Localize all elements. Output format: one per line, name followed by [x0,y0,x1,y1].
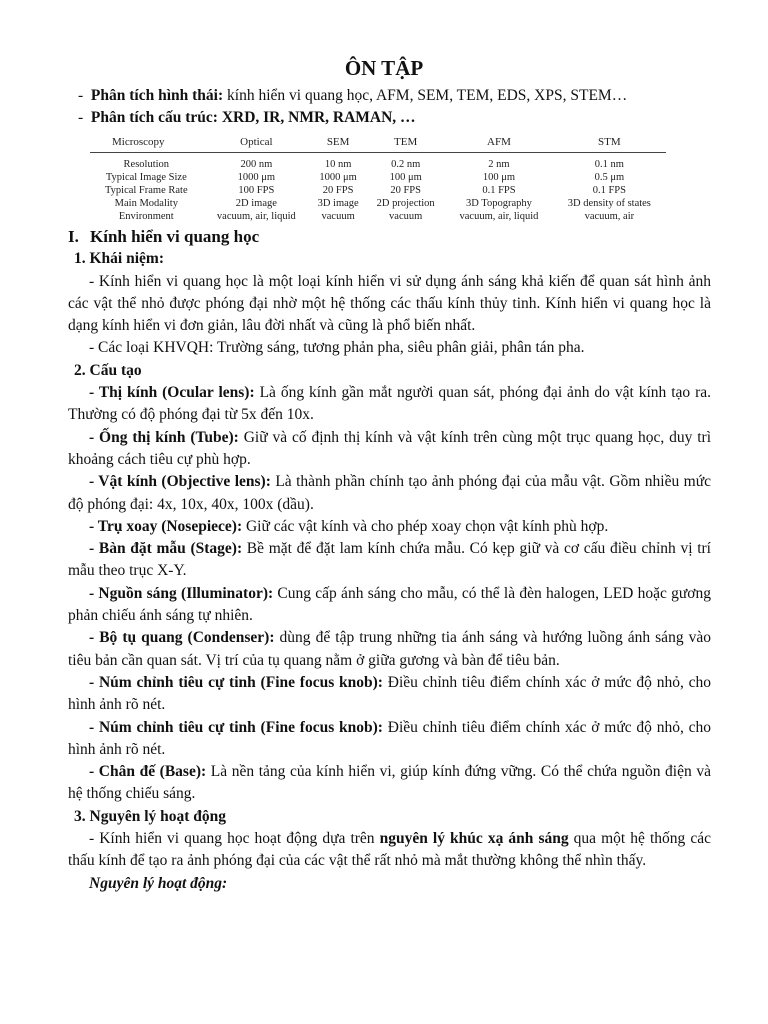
table-cell: vacuum, air, liquid [459,211,539,222]
part-text: Bề mặt để đặt lam kính chứa mẫu. Có kẹp giữ và cơ cấu điều chỉnh vị trí mẫu theo trục X-Y. [68,540,711,580]
part-text: Cung cấp ánh sáng cho mẫu, có thể là đèn halogen, LED hoặc gương phản chiếu ánh sáng tự nhiên. [68,584,711,625]
part-label: - Bộ tụ quang (Condenser): [89,629,275,647]
section-heading [68,226,711,248]
table-cell: 2D projection [376,198,435,209]
table-header-cell: AFM [445,134,553,153]
part-item [68,382,711,427]
table-row [90,171,666,184]
table-row [90,184,666,197]
part-label: - Chân đế (Base): [89,763,207,781]
table-cell: 0.2 nm [391,159,421,170]
bullet-text: XRD, IR, NMR, RAMAN, … [217,109,416,126]
bullet-label: Phân tích cấu trúc: [90,109,218,126]
table-cell: 1000 μm [319,172,357,183]
document-body [68,226,711,895]
bullet-dash: - [78,109,84,126]
table-cell: 20 FPS [390,185,421,196]
table-row [90,197,666,210]
table-cell: 100 μm [389,172,422,183]
part-item [68,717,711,762]
table-header-cell: Optical [203,134,311,153]
table-row [90,210,666,223]
part-text: Giữ và cố định thị kính và vật kính trên cùng một trục quang học, duy trì khoảng cách tiêu cự phù hợp. [68,428,712,468]
table-cell: 20 FPS [322,185,354,196]
table-cell: 10 nm [324,159,352,170]
part-label: - Trụ xoay (Nosepiece): [89,517,243,535]
subsection-heading-principle: 3. Nguyên lý hoạt động [74,807,227,825]
table-cell: Main Modality [114,198,178,209]
part-label: - Núm chỉnh tiêu cự tinh (Fine focus knob): [89,673,383,691]
bullet-label: Phân tích hình thái: [90,87,224,104]
page-title: ÔN TẬP [344,56,424,80]
table-cell: vacuum [321,211,355,222]
bullet-structure [78,109,416,127]
table-cell: 3D image [317,198,359,209]
table-cell: 3D Topography [466,198,532,209]
table-header-cell: SEM [310,134,366,153]
part-text: Điều chỉnh tiêu điểm chính xác ở mức độ nhỏ, cho hình ảnh rõ nét. [68,718,711,758]
table-header-cell: TEM [366,134,445,153]
bullet-text: kính hiển vi quang học, AFM, SEM, TEM, EDS, XPS, STEM… [223,87,628,104]
bullet-morphology [78,87,627,105]
part-label: - Nguồn sáng (Illuminator): [89,584,274,602]
subsection-heading-structure: 2. Cấu tạo [74,361,142,379]
table-cell: Typical Frame Rate [104,185,188,196]
part-text: dùng để tập trung những tia ánh sáng và hướng luồng ánh sáng vào tiêu bản cần quan sát. Vị trí của tụ quang nằm ở giữa gương và bàn để tiêu bản. [68,629,711,669]
part-text: Là nền tảng của kính hiển vi, giúp kính đứng vững. Có thể chứa nguồn điện và hệ thống chiếu sáng. [68,763,711,803]
bullet-dash: - [78,87,84,104]
part-label: - Bàn đặt mẫu (Stage): [89,540,243,558]
part-label: - Ống thị kính (Tube): [89,428,239,446]
part-item [68,516,711,538]
part-item [68,583,711,628]
part-item [68,672,711,717]
part-item [68,471,711,516]
table-cell: 2D image [235,198,277,209]
table-header-row [90,134,666,153]
part-label: - Vật kính (Objective lens): [89,473,271,491]
principle-subheading: Nguyên lý hoạt động: [89,874,228,892]
table-cell: 100 FPS [238,185,275,196]
part-label: - Núm chỉnh tiêu cự tinh (Fine focus knob): [89,718,383,736]
section-title: Kính hiển vi quang học [90,227,260,246]
microscopy-comparison-table [90,134,666,223]
table-cell: Resolution [123,159,170,170]
table-header-cell: STM [553,134,666,153]
table-cell: 0.1 FPS [592,185,626,196]
table-cell: vacuum [389,211,423,222]
table-cell: Typical Image Size [105,172,187,183]
table-cell: 100 μm [482,172,516,183]
section-number: I. [68,227,79,246]
table-cell: 0.1 nm [594,159,624,170]
table-cell: vacuum, air, liquid [216,211,296,222]
part-item [68,761,711,806]
table-cell: 0.5 μm [594,172,625,183]
paragraph-types: - Các loại KHVQH: Trường sáng, tương phản pha, siêu phân giải, phân tán pha. [89,339,585,357]
part-item [68,427,711,472]
table-cell: 2 nm [488,159,510,170]
part-text: Điều chỉnh tiêu điểm chính xác ở mức độ nhỏ, cho hình ảnh rõ nét. [68,673,711,714]
principle-emphasis: nguyên lý khúc xạ ánh sáng [379,830,569,848]
subsection-heading-concept: 1. Khái niệm: [74,250,164,268]
principle-text-c: qua một hệ thống các thấu kính để tạo ra ảnh phóng đại của các vật thể rất nhỏ mà mắt thường không thể nhìn thấy. [68,830,711,870]
principle-text-a: - Kính hiển vi quang học hoạt động dựa trên [89,830,380,848]
table-cell: Environment [118,211,174,222]
part-text: Giữ các vật kính và cho phép xoay chọn vật kính phù hợp. [242,517,609,535]
part-label: - Thị kính (Ocular lens): [89,384,255,402]
table-header-cell: Microscopy [90,134,203,153]
table-cell: vacuum, air [584,211,635,222]
table-cell: 3D density of states [567,198,651,209]
paragraph-principle [68,828,711,873]
part-text: Là ống kính gần mắt người quan sát, phóng đại ảnh do vật kính tạo ra. Thường có độ phóng đại từ 5x đến 10x. [68,384,711,424]
table-row [90,153,666,172]
table-cell: 1000 μm [237,172,276,183]
paragraph-definition: - Kính hiển vi quang học là một loại kính hiển vi sử dụng ánh sáng khả kiến để quan sát hình ảnh các vật thể nhỏ được phóng đại nhờ một hệ thống các thấu kính thủy tinh. Kính hiển vi quang học là dạng kính hiển vi đơn giản, lâu đời nhất và cũng là phổ biến nhất. [68,272,711,335]
part-item [68,627,711,672]
table-cell: 0.1 FPS [482,185,516,196]
part-item [68,538,711,583]
part-text: Là thành phần chính tạo ảnh phóng đại của mẫu vật. Gồm nhiều mức độ phóng đại: 4x, 10x, 40x, 100x (dầu). [68,473,711,513]
table-cell: 200 nm [240,159,273,170]
